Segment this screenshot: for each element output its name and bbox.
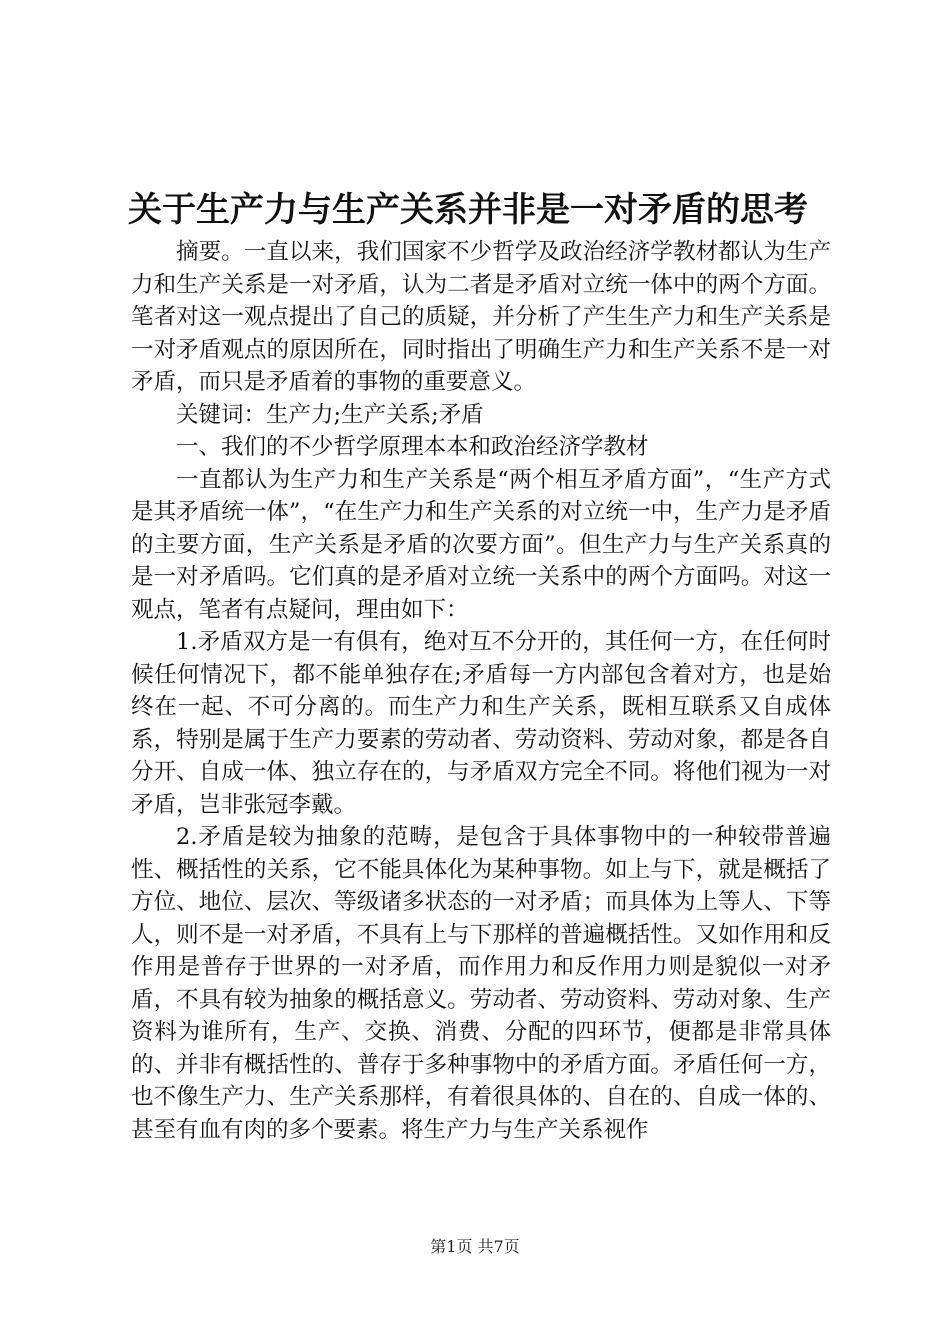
document-title: 关于生产力与生产关系并非是一对矛盾的思考 [128,190,808,230]
abstract-paragraph: 摘要。一直以来，我们国家不少哲学及政治经济学教材都认为生产力和生产关系是一对矛盾，认为二者是矛盾对立统一体中的两个方面。笔者对这一观点提出了自己的质疑，并分析了产生生产力和生产关系是一对矛盾观点的原因所在，同时指出了明确生产力和生产关系不是一对矛盾，而只是矛盾着的事物的重要意义。 [131,239,831,395]
keywords-paragraph: 关键词：生产力;生产关系;矛盾 [176,401,484,428]
body-paragraph: 1.矛盾双方是一有俱有，绝对互不分开的，其任何一方，在任何时候任何情况下，都不能单独存在;矛盾每一方内部包含着对方，也是始终在一起、不可分离的。而生产力和生产关系，既相互联系又自成体系，特别是属于生产力要素的劳动者、劳动资料、劳动对象，都是各自分开、自成一体、独立存在的，与矛盾双方完全不同。将他们视为一对矛盾，岂非张冠李戴。 [131,629,831,818]
document-body [131,236,831,1146]
body-paragraph: 2.矛盾是较为抽象的范畴，是包含于具体事物中的一种较带普遍性、概括性的关系，它不能具体化为某种事物。如上与下，就是概括了方位、地位、层次、等级诸多状态的一对矛盾；而具体为上等人、下等人，则不是一对矛盾，不具有上与下那样的普遍概括性。又如作用和反作用是普存于世界的一对矛盾，而作用力和反作用力则是貌似一对矛盾，不具有较为抽象的概括意义。劳动者、劳动资料、劳动对象、生产资料为谁所有，生产、交换、消费、分配的四环节，便都是非常具体的、并非有概括性的、普存于多种事物中的矛盾方面。矛盾任何一方，也不像生产力、生产关系那样，有着很具体的、自在的、自成一体的、甚至有血有肉的多个要素。将生产力与生产关系视作 [131,824,831,1143]
page-number-footer: 第1页 共7页 [430,1237,520,1256]
section-heading: 一、我们的不少哲学原理本本和政治经济学教材 [176,434,649,460]
body-paragraph: 一直都认为生产力和生产关系是“两个相互矛盾方面”，“生产方式是其矛盾统一体”，“在生产力和生产关系的对立统一中，生产力是矛盾的主要方面，生产关系是矛盾的次要方面”。但生产力与生产关系真的是一对矛盾吗。它们真的是矛盾对立统一关系中的两个方面吗。对这一观点，笔者有点疑问，理由如下： [131,466,831,623]
